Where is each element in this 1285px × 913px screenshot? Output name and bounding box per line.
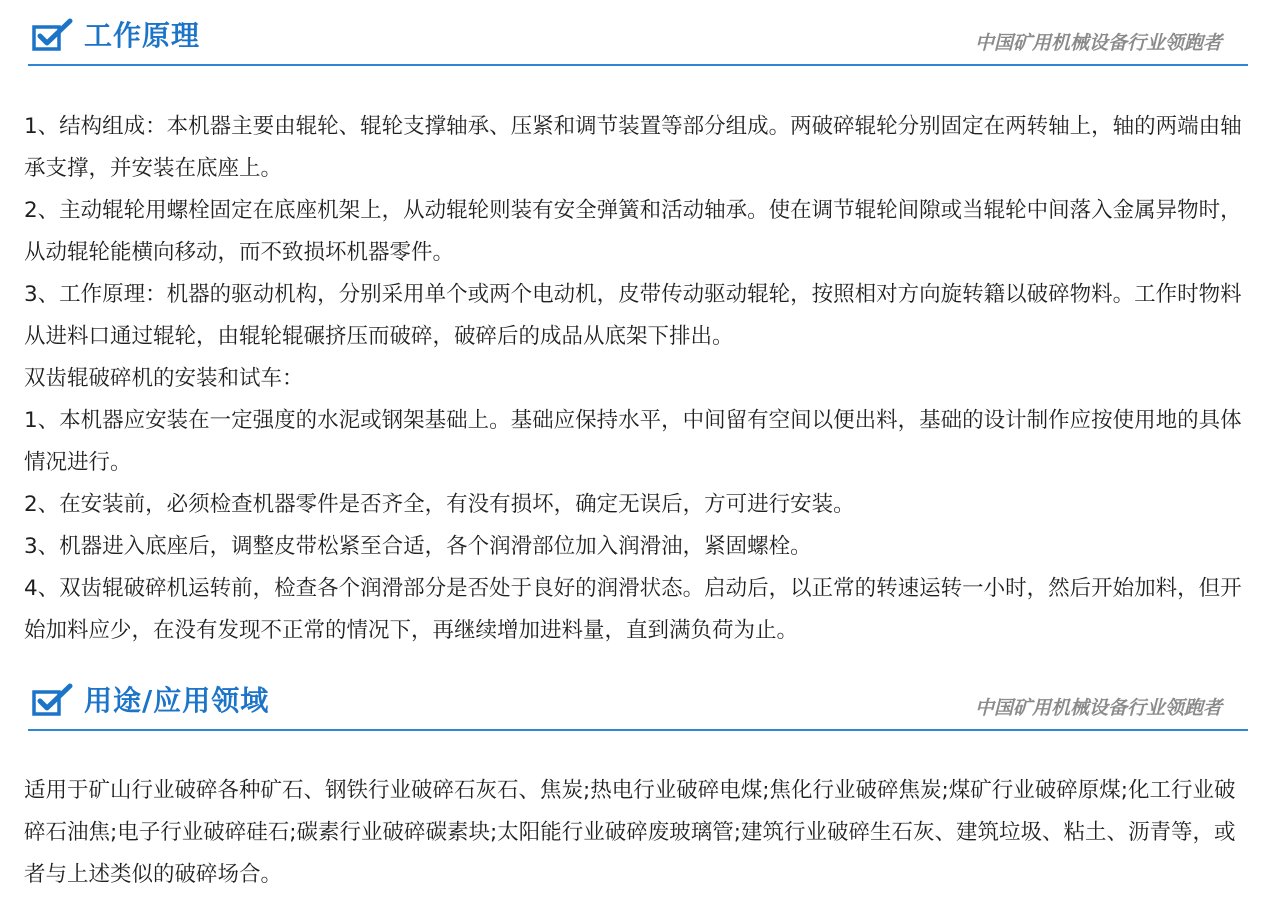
checkbox-check-icon — [32, 18, 74, 52]
checkbox-check-icon — [32, 683, 74, 717]
slogan: 中国矿用机械设备行业领跑者 — [974, 697, 1222, 719]
paragraph: 3、工作原理：机器的驱动机构，分别采用单个或两个电动机，皮带传动驱动辊轮，按照相对方向旋转籍以破碎物料。工作时物料从进料口通过辊轮，由辊轮辊碾挤压而破碎，破碎后的成品从底架下排出。 — [24, 282, 1242, 349]
section-body-working-principle — [24, 106, 1249, 652]
paragraph: 3、机器进入底座后，调整皮带松紧至合适，各个润滑部位加入润滑油，紧固螺栓。 — [24, 534, 812, 559]
section-title: 工作原理 — [84, 19, 201, 52]
paragraph: 双齿辊破碎机的安装和试车： — [24, 366, 304, 391]
section-title: 用途/应用领域 — [84, 684, 270, 717]
section-body-applications — [24, 770, 1249, 896]
section-header-working-principle — [28, 0, 1248, 66]
section-header-applications — [28, 665, 1248, 731]
paragraph: 1、本机器应安装在一定强度的水泥或钢架基础上。基础应保持水平，中间留有空间以便出料，基础的设计制作应按使用地的具体情况进行。 — [24, 408, 1242, 475]
paragraph: 适用于矿山行业破碎各种矿石、钢铁行业破碎石灰石、焦炭;热电行业破碎电煤;焦化行业破碎焦炭;煤矿行业破碎原煤;化工行业破碎石油焦;电子行业破碎硅石;碳素行业破碎碳素块;太阳能行业破碎废玻璃管;建筑行业破碎生石灰、建筑垃圾、粘土、沥青等，或者与上述类似的破碎场合。 — [24, 778, 1236, 887]
paragraph: 2、主动辊轮用螺栓固定在底座机架上，从动辊轮则装有安全弹簧和活动轴承。使在调节辊轮间隙或当辊轮中间落入金属异物时，从动辊轮能横向移动，而不致损坏机器零件。 — [24, 198, 1242, 265]
paragraph: 2、在安装前，必须检查机器零件是否齐全，有没有损坏，确定无误后，方可进行安装。 — [24, 492, 855, 517]
paragraph: 1、结构组成：本机器主要由辊轮、辊轮支撑轴承、压紧和调节装置等部分组成。两破碎辊轮分别固定在两转轴上，轴的两端由轴承支撑，并安装在底座上。 — [24, 114, 1242, 181]
paragraph: 4、双齿辊破碎机运转前，检查各个润滑部分是否处于良好的润滑状态。启动后，以正常的转速运转一小时，然后开始加料，但开始加料应少，在没有发现不正常的情况下，再继续增加进料量，直到满负荷为止。 — [24, 576, 1242, 643]
slogan: 中国矿用机械设备行业领跑者 — [974, 32, 1222, 54]
